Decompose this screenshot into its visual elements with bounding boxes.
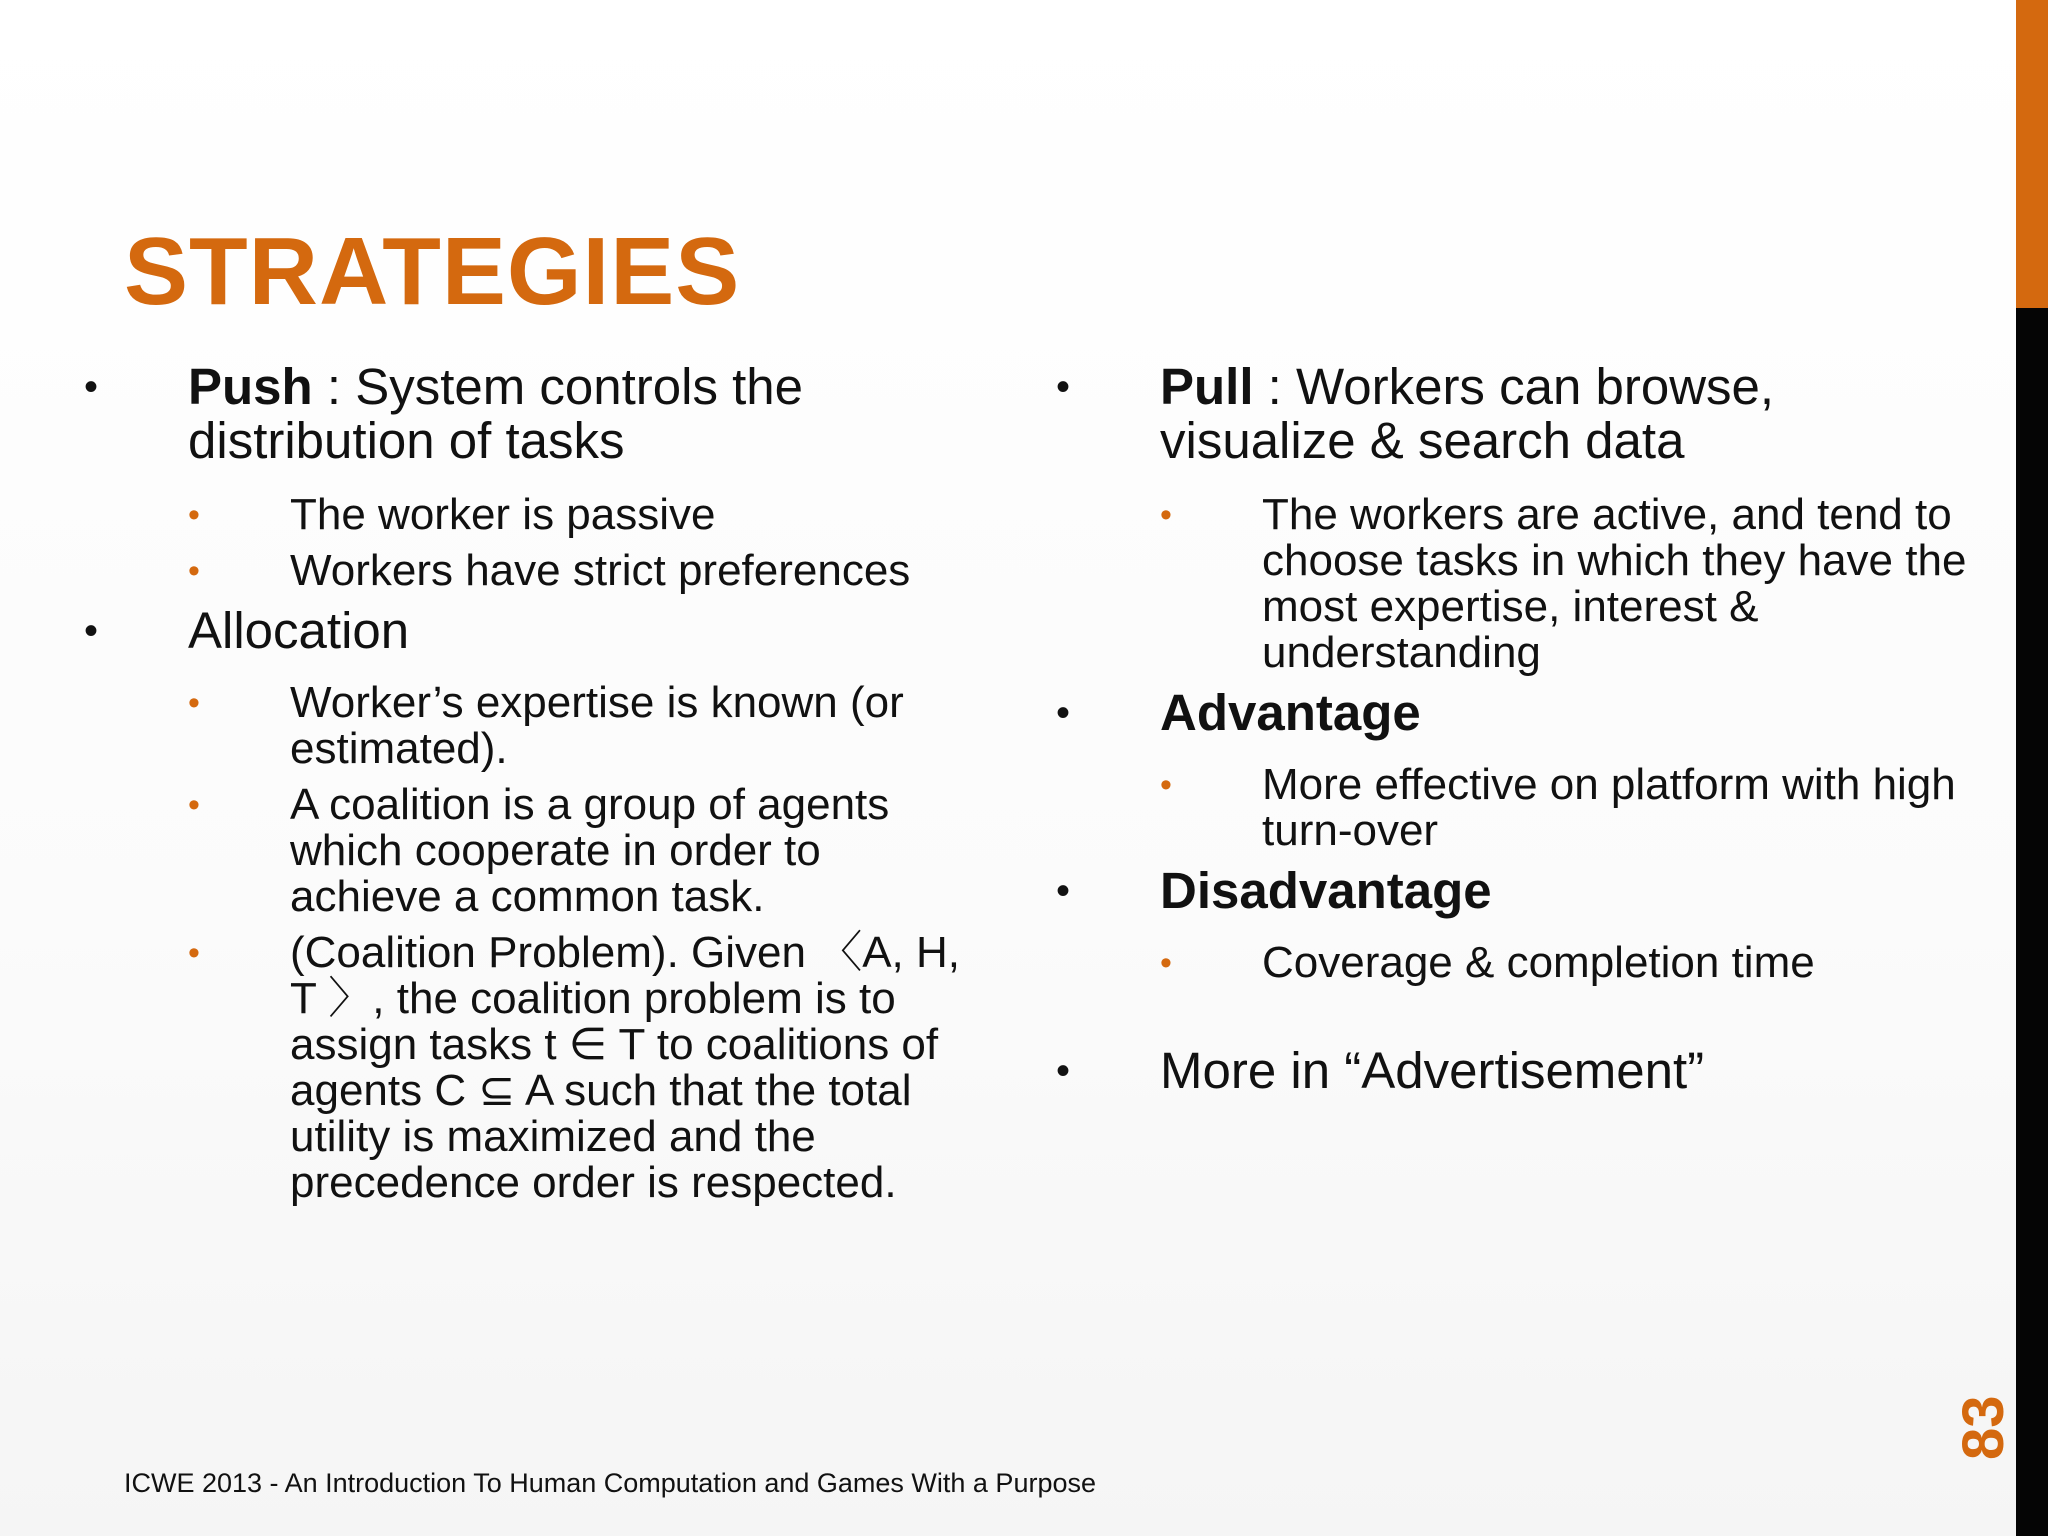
- bullet-disadvantage: [1056, 864, 1976, 918]
- sub-bullet-text: More effective on platform with high turn-over: [1262, 760, 1956, 855]
- sidebar-accent-bar: [2016, 0, 2048, 308]
- sub-bullet: [84, 782, 984, 920]
- disadvantage-text: Disadvantage: [1160, 862, 1492, 919]
- orange-bullet-icon: •: [1160, 766, 1172, 804]
- sub-bullet: [1056, 762, 1976, 854]
- push-text: : System controls the distribution of tasks: [188, 358, 804, 469]
- bullet-allocation: [84, 604, 984, 658]
- bullet-more: [1056, 1044, 1976, 1098]
- sub-bullet-text: Workers have strict preferences: [290, 546, 911, 595]
- sub-bullet-text: The worker is passive: [290, 490, 716, 539]
- orange-bullet-icon: •: [188, 786, 200, 824]
- right-column: [1056, 360, 1976, 1098]
- bullet-dot-icon: •: [1056, 365, 1071, 409]
- advantage-text: Advantage: [1160, 684, 1421, 741]
- orange-bullet-icon: •: [188, 684, 200, 722]
- bullet-dot-icon: •: [1056, 869, 1071, 913]
- bullet-dot-icon: •: [1056, 691, 1071, 735]
- push-term: Push: [188, 358, 313, 415]
- sub-bullet-text: The workers are active, and tend to choose tasks in which they have the most expertise, interest & understanding: [1262, 490, 1967, 677]
- orange-bullet-icon: •: [188, 496, 200, 534]
- sub-bullet: [84, 548, 984, 594]
- slide-title: STRATEGIES: [124, 218, 741, 325]
- bullet-dot-icon: •: [84, 365, 99, 409]
- bullet-dot-icon: •: [1056, 1049, 1071, 1093]
- sub-bullet: [84, 930, 984, 1206]
- bullet-dot-icon: •: [84, 609, 99, 653]
- page-number: 83: [1951, 1395, 2016, 1460]
- bullet-push: [84, 360, 984, 468]
- sub-bullet: [84, 680, 984, 772]
- sub-bullet-text: Worker’s expertise is known (or estimated).: [290, 678, 904, 773]
- sidebar-dark-bar: [2016, 308, 2048, 1536]
- left-column: [84, 360, 984, 1206]
- bullet-advantage: [1056, 686, 1976, 740]
- pull-text: : Workers can browse, visualize & search data: [1160, 358, 1775, 469]
- more-text: More in “Advertisement”: [1160, 1042, 1705, 1099]
- sub-bullet: [1056, 940, 1976, 986]
- orange-bullet-icon: •: [1160, 496, 1172, 534]
- orange-bullet-icon: •: [1160, 944, 1172, 982]
- orange-bullet-icon: •: [188, 934, 200, 972]
- bullet-pull: [1056, 360, 1976, 468]
- sub-bullet-text: A coalition is a group of agents which cooperate in order to achieve a common task.: [290, 780, 890, 921]
- slide-footer: ICWE 2013 - An Introduction To Human Computation and Games With a Purpose: [124, 1468, 1096, 1498]
- sub-bullet-text: Coverage & completion time: [1262, 938, 1815, 987]
- sub-bullet: [1056, 492, 1976, 676]
- sub-bullet: [84, 492, 984, 538]
- pull-term: Pull: [1160, 358, 1254, 415]
- sub-bullet-text: (Coalition Problem). Given 〈A, H, T 〉, the coalition problem is to assign tasks t ∈ T to coalitions of agents C ⊆ A such that the total utility is maximized and the precedence order is respected.: [290, 928, 960, 1207]
- allocation-text: Allocation: [188, 602, 410, 659]
- orange-bullet-icon: •: [188, 552, 200, 590]
